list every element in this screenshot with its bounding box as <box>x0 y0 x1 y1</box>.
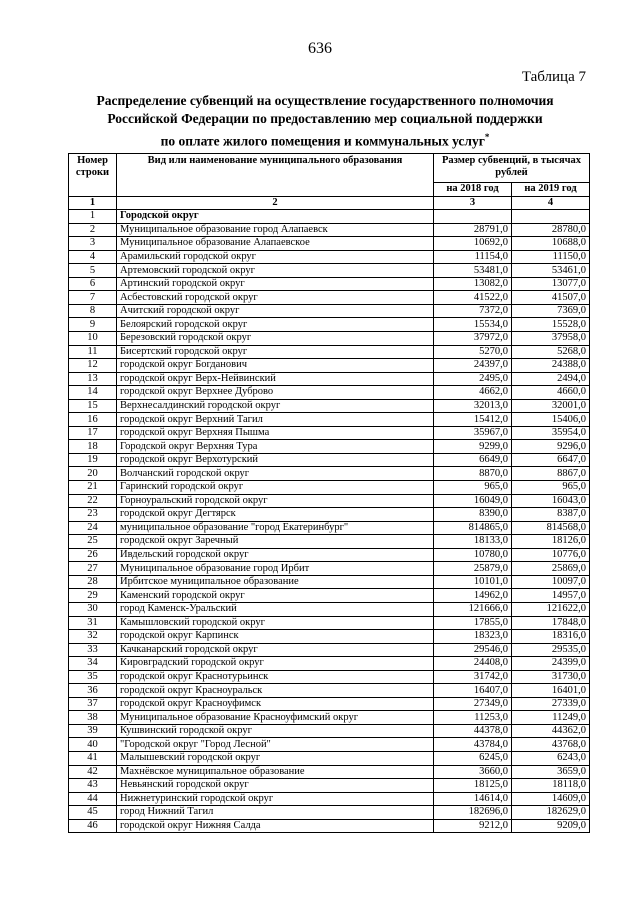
row-value-2019: 27339,0 <box>512 697 590 711</box>
row-value-2019: 2494,0 <box>512 372 590 386</box>
row-number: 24 <box>69 521 117 535</box>
row-name: городской округ Нижняя Салда <box>117 819 434 833</box>
table-row <box>69 508 590 522</box>
row-value-2019: 25869,0 <box>512 562 590 576</box>
table-row <box>69 697 590 711</box>
row-value-2019: 43768,0 <box>512 738 590 752</box>
row-value-2018: 25879,0 <box>434 562 512 576</box>
row-number: 27 <box>69 562 117 576</box>
row-number: 17 <box>69 426 117 440</box>
row-value-2018: 8390,0 <box>434 508 512 522</box>
column-index: 3 <box>434 196 512 210</box>
header-amount: Размер субвенций, в тысячах рублей <box>434 154 590 183</box>
row-value-2018: 5270,0 <box>434 345 512 359</box>
row-value-2018: 37972,0 <box>434 332 512 346</box>
header-year-2018: на 2018 год <box>434 183 512 197</box>
row-value-2018: 7372,0 <box>434 304 512 318</box>
row-value-2019: 6243,0 <box>512 751 590 765</box>
table-row <box>69 630 590 644</box>
row-value-2018: 6649,0 <box>434 453 512 467</box>
row-value-2019: 14609,0 <box>512 792 590 806</box>
row-value-2019: 9296,0 <box>512 440 590 454</box>
row-number: 23 <box>69 508 117 522</box>
row-value-2018: 3660,0 <box>434 765 512 779</box>
row-name: Артемовский городской округ <box>117 264 434 278</box>
subvention-table <box>68 153 590 833</box>
row-number: 2 <box>69 223 117 237</box>
row-value-2019: 11150,0 <box>512 250 590 264</box>
row-value-2019: 11249,0 <box>512 711 590 725</box>
row-name: городской округ Карпинск <box>117 630 434 644</box>
row-number: 25 <box>69 535 117 549</box>
row-number: 32 <box>69 630 117 644</box>
table-label: Таблица 7 <box>521 69 586 85</box>
row-value-2018: 41522,0 <box>434 291 512 305</box>
table-row <box>69 332 590 346</box>
table-row <box>69 670 590 684</box>
table-row <box>69 751 590 765</box>
row-value-2018: 4662,0 <box>434 386 512 400</box>
column-index: 4 <box>512 196 590 210</box>
row-value-2019: 8387,0 <box>512 508 590 522</box>
column-index: 2 <box>117 196 434 210</box>
row-number: 14 <box>69 386 117 400</box>
row-value-2019: 16401,0 <box>512 684 590 698</box>
row-name: Верхнесалдинский городской округ <box>117 399 434 413</box>
row-value-2019: 4660,0 <box>512 386 590 400</box>
row-value-2019: 5268,0 <box>512 345 590 359</box>
row-name: Белоярский городской округ <box>117 318 434 332</box>
row-value-2019: 41507,0 <box>512 291 590 305</box>
row-value-2018 <box>434 210 512 224</box>
row-value-2018: 6245,0 <box>434 751 512 765</box>
row-value-2018: 14962,0 <box>434 589 512 603</box>
table-row <box>69 223 590 237</box>
row-name: Ачитский городской округ <box>117 304 434 318</box>
table-row <box>69 413 590 427</box>
row-name: городской округ Красноуральск <box>117 684 434 698</box>
row-number: 29 <box>69 589 117 603</box>
header-row-number: Номер строки <box>69 154 117 197</box>
row-number: 20 <box>69 467 117 481</box>
row-name: Горноуральский городской округ <box>117 494 434 508</box>
row-value-2019: 13077,0 <box>512 277 590 291</box>
row-number: 16 <box>69 413 117 427</box>
row-number: 35 <box>69 670 117 684</box>
row-value-2018: 18125,0 <box>434 779 512 793</box>
row-name: Муниципальное образование город Ирбит <box>117 562 434 576</box>
row-value-2018: 15412,0 <box>434 413 512 427</box>
row-number: 34 <box>69 657 117 671</box>
row-number: 46 <box>69 819 117 833</box>
table-row <box>69 494 590 508</box>
table-row <box>69 291 590 305</box>
row-value-2019: 14957,0 <box>512 589 590 603</box>
table-row <box>69 345 590 359</box>
row-value-2019: 18126,0 <box>512 535 590 549</box>
page-number: 636 <box>308 40 332 57</box>
row-value-2019: 121622,0 <box>512 602 590 616</box>
row-value-2018: 9212,0 <box>434 819 512 833</box>
row-value-2018: 121666,0 <box>434 602 512 616</box>
footnote-mark: * <box>484 132 490 142</box>
row-value-2019: 10776,0 <box>512 548 590 562</box>
row-number: 22 <box>69 494 117 508</box>
row-value-2019: 28780,0 <box>512 223 590 237</box>
row-number: 13 <box>69 372 117 386</box>
row-value-2018: 17855,0 <box>434 616 512 630</box>
row-value-2019: 3659,0 <box>512 765 590 779</box>
row-number: 31 <box>69 616 117 630</box>
row-name: городской округ Верхняя Пышма <box>117 426 434 440</box>
row-name: городской округ Верх-Нейвинский <box>117 372 434 386</box>
row-name: городской округ Верхнее Дуброво <box>117 386 434 400</box>
row-value-2019: 18118,0 <box>512 779 590 793</box>
table-row <box>69 616 590 630</box>
row-number: 8 <box>69 304 117 318</box>
row-number: 9 <box>69 318 117 332</box>
row-value-2019: 9209,0 <box>512 819 590 833</box>
table-row <box>69 548 590 562</box>
table-row <box>69 440 590 454</box>
row-value-2018: 53481,0 <box>434 264 512 278</box>
row-name: Махнёвское муниципальное образование <box>117 765 434 779</box>
row-name: Муниципальное образование город Алапаевск <box>117 223 434 237</box>
table-row <box>69 386 590 400</box>
row-name: городской округ Краснотурьинск <box>117 670 434 684</box>
row-value-2018: 2495,0 <box>434 372 512 386</box>
row-value-2019: 814568,0 <box>512 521 590 535</box>
row-number: 45 <box>69 806 117 820</box>
header-year-2019: на 2019 год <box>512 183 590 197</box>
row-value-2019 <box>512 210 590 224</box>
row-number: 19 <box>69 453 117 467</box>
table-row <box>69 210 590 224</box>
row-value-2018: 13082,0 <box>434 277 512 291</box>
row-name: Нижнетуринский городской округ <box>117 792 434 806</box>
row-value-2018: 44378,0 <box>434 724 512 738</box>
row-value-2019: 18316,0 <box>512 630 590 644</box>
table-row <box>69 359 590 373</box>
row-value-2019: 29535,0 <box>512 643 590 657</box>
row-number: 7 <box>69 291 117 305</box>
row-name: Асбестовский городской округ <box>117 291 434 305</box>
row-number: 21 <box>69 481 117 495</box>
table-row <box>69 602 590 616</box>
table-row <box>69 643 590 657</box>
row-name: городской округ Верхотурский <box>117 453 434 467</box>
row-value-2019: 7369,0 <box>512 304 590 318</box>
row-name: Муниципальное образование Красноуфимский округ <box>117 711 434 725</box>
row-value-2019: 182629,0 <box>512 806 590 820</box>
row-value-2018: 11253,0 <box>434 711 512 725</box>
table-row <box>69 318 590 332</box>
table-row <box>69 806 590 820</box>
table-row <box>69 819 590 833</box>
row-number: 44 <box>69 792 117 806</box>
row-value-2019: 32001,0 <box>512 399 590 413</box>
row-name: Городской округ Верхняя Тура <box>117 440 434 454</box>
row-name: Бисертский городской округ <box>117 345 434 359</box>
row-value-2019: 17848,0 <box>512 616 590 630</box>
row-number: 41 <box>69 751 117 765</box>
row-number: 18 <box>69 440 117 454</box>
row-number: 10 <box>69 332 117 346</box>
row-number: 37 <box>69 697 117 711</box>
row-value-2018: 9299,0 <box>434 440 512 454</box>
row-value-2019: 15528,0 <box>512 318 590 332</box>
table-row <box>69 453 590 467</box>
row-name: "Городской округ "Город Лесной" <box>117 738 434 752</box>
table-row <box>69 562 590 576</box>
table-row <box>69 481 590 495</box>
row-number: 15 <box>69 399 117 413</box>
row-value-2018: 24408,0 <box>434 657 512 671</box>
row-number: 40 <box>69 738 117 752</box>
row-name: городской округ Верхний Тагил <box>117 413 434 427</box>
row-number: 33 <box>69 643 117 657</box>
table-row <box>69 264 590 278</box>
table-row <box>69 765 590 779</box>
row-number: 28 <box>69 575 117 589</box>
row-value-2019: 35954,0 <box>512 426 590 440</box>
row-value-2018: 28791,0 <box>434 223 512 237</box>
row-value-2019: 44362,0 <box>512 724 590 738</box>
row-value-2019: 37958,0 <box>512 332 590 346</box>
row-name: Камышловский городской округ <box>117 616 434 630</box>
table-row <box>69 792 590 806</box>
row-number: 12 <box>69 359 117 373</box>
row-name: городской округ Красноуфимск <box>117 697 434 711</box>
row-value-2018: 8870,0 <box>434 467 512 481</box>
row-value-2019: 15406,0 <box>512 413 590 427</box>
row-number: 42 <box>69 765 117 779</box>
row-value-2019: 16043,0 <box>512 494 590 508</box>
row-number: 5 <box>69 264 117 278</box>
row-name: Каменский городской округ <box>117 589 434 603</box>
row-name: Кировградский городской округ <box>117 657 434 671</box>
row-name: городской округ Дегтярск <box>117 508 434 522</box>
row-name: Арамильский городской округ <box>117 250 434 264</box>
title-line-3 <box>90 128 560 151</box>
row-name: Артинский городской округ <box>117 277 434 291</box>
row-name: Волчанский городской округ <box>117 467 434 481</box>
table-row <box>69 237 590 251</box>
row-name: городской округ Заречный <box>117 535 434 549</box>
table-row <box>69 372 590 386</box>
row-number: 26 <box>69 548 117 562</box>
title-line-1: Распределение субвенций на осуществление государственного полномочия <box>96 93 554 108</box>
row-value-2018: 16407,0 <box>434 684 512 698</box>
table-row <box>69 535 590 549</box>
row-name: городской округ Богданович <box>117 359 434 373</box>
table-row <box>69 779 590 793</box>
row-number: 39 <box>69 724 117 738</box>
row-value-2018: 11154,0 <box>434 250 512 264</box>
row-number: 11 <box>69 345 117 359</box>
row-name: Качканарский городской округ <box>117 643 434 657</box>
table-row <box>69 711 590 725</box>
row-name: муниципальное образование "город Екатеринбург" <box>117 521 434 535</box>
row-name: Ирбитское муниципальное образование <box>117 575 434 589</box>
table-row <box>69 277 590 291</box>
row-value-2019: 53461,0 <box>512 264 590 278</box>
row-name: Невьянский городской округ <box>117 779 434 793</box>
row-name: Березовский городской округ <box>117 332 434 346</box>
table-row <box>69 684 590 698</box>
row-value-2018: 16049,0 <box>434 494 512 508</box>
row-number: 43 <box>69 779 117 793</box>
table-row <box>69 738 590 752</box>
row-value-2018: 182696,0 <box>434 806 512 820</box>
row-value-2018: 965,0 <box>434 481 512 495</box>
row-name: город Каменск-Уральский <box>117 602 434 616</box>
header-name: Вид или наименование муниципального образования <box>117 154 434 197</box>
title-line-2: Российской Федерации по предоставлению мер социальной поддержки <box>107 111 543 126</box>
row-value-2019: 965,0 <box>512 481 590 495</box>
row-value-2018: 814865,0 <box>434 521 512 535</box>
row-name: Кушвинский городской округ <box>117 724 434 738</box>
table-row <box>69 575 590 589</box>
row-value-2018: 10692,0 <box>434 237 512 251</box>
row-name: город Нижний Тагил <box>117 806 434 820</box>
row-number: 3 <box>69 237 117 251</box>
row-value-2018: 35967,0 <box>434 426 512 440</box>
row-name: Ивдельский городской округ <box>117 548 434 562</box>
row-value-2018: 29546,0 <box>434 643 512 657</box>
row-value-2019: 8867,0 <box>512 467 590 481</box>
row-number: 36 <box>69 684 117 698</box>
row-value-2019: 10688,0 <box>512 237 590 251</box>
row-value-2018: 43784,0 <box>434 738 512 752</box>
row-number: 4 <box>69 250 117 264</box>
row-name: Муниципальное образование Алапаевское <box>117 237 434 251</box>
row-value-2019: 6647,0 <box>512 453 590 467</box>
table-row <box>69 426 590 440</box>
table-row <box>69 521 590 535</box>
table-row <box>69 467 590 481</box>
row-value-2019: 31730,0 <box>512 670 590 684</box>
row-value-2018: 15534,0 <box>434 318 512 332</box>
column-index: 1 <box>69 196 117 210</box>
row-value-2019: 24388,0 <box>512 359 590 373</box>
table-row <box>69 589 590 603</box>
table-row <box>69 399 590 413</box>
document-title <box>90 92 560 151</box>
row-number: 1 <box>69 210 117 224</box>
row-value-2018: 18323,0 <box>434 630 512 644</box>
row-number: 30 <box>69 602 117 616</box>
row-value-2018: 18133,0 <box>434 535 512 549</box>
row-value-2018: 10101,0 <box>434 575 512 589</box>
row-value-2018: 27349,0 <box>434 697 512 711</box>
row-number: 38 <box>69 711 117 725</box>
row-value-2019: 24399,0 <box>512 657 590 671</box>
table-row <box>69 657 590 671</box>
row-name: Малышевский городской округ <box>117 751 434 765</box>
row-number: 6 <box>69 277 117 291</box>
table-row <box>69 304 590 318</box>
row-value-2018: 31742,0 <box>434 670 512 684</box>
row-value-2019: 10097,0 <box>512 575 590 589</box>
table-row <box>69 250 590 264</box>
row-value-2018: 24397,0 <box>434 359 512 373</box>
row-name: Городской округ <box>117 210 434 224</box>
row-value-2018: 32013,0 <box>434 399 512 413</box>
row-name: Гаринский городской округ <box>117 481 434 495</box>
table-row <box>69 724 590 738</box>
title-line-3-text: по оплате жилого помещения и коммунальных услуг <box>160 133 485 149</box>
row-value-2018: 10780,0 <box>434 548 512 562</box>
row-value-2018: 14614,0 <box>434 792 512 806</box>
